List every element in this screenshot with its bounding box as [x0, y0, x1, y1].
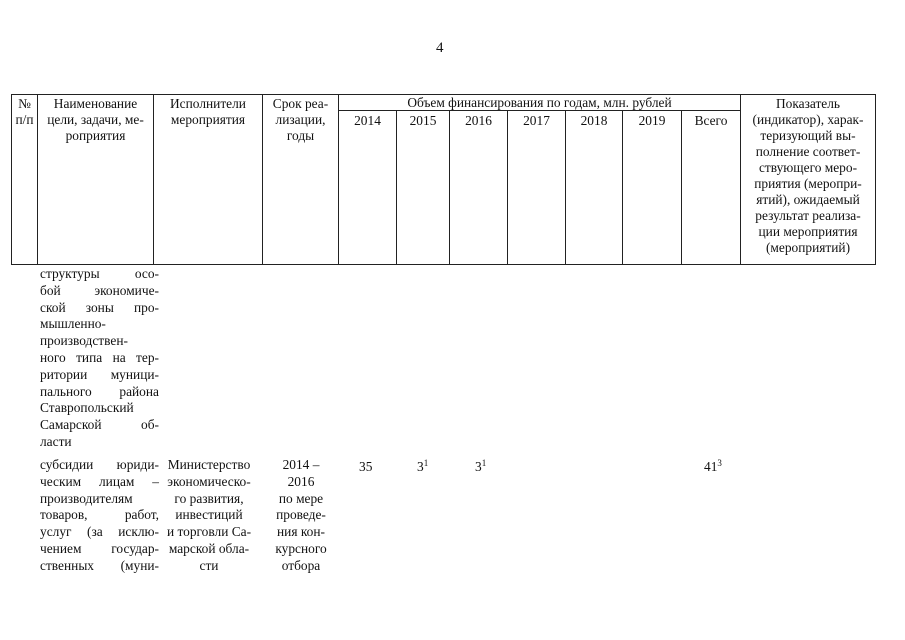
header-col-indicator: Показатель (индикатор), харак- теризующий вы- полнение соответ- ствующего меро- приятия (меропри- ятий), ожидаемый результат реализа- ции мероприятия (мероприятий): [752, 96, 864, 255]
grid-line: [565, 110, 566, 265]
row-term: 2014 – 2016 по мере проведе- ния кон- курсного отбора: [275, 457, 327, 573]
header-funding-title: Объем финансирования по годам, млн. рублей: [407, 95, 672, 110]
value-2015: $3^1$: [417, 458, 429, 474]
header-col-executors: Исполнители мероприятия: [170, 96, 246, 127]
footnote-mark: 3: [717, 458, 722, 468]
footnote-mark: 1: [481, 458, 487, 468]
value-2016: $3^1$: [475, 458, 487, 474]
grid-line: [681, 110, 682, 265]
row-executors: Министерство экономическо- го развития, инвестиций и торговли Са- марской обла- сти: [166, 457, 252, 573]
header-year-2016: 2016: [465, 113, 492, 128]
grid-line: [338, 110, 740, 111]
header-year-2017: 2017: [523, 113, 550, 128]
header-year-2015: 2015: [409, 113, 437, 128]
header-col-number: № п/п: [15, 96, 34, 127]
header-col-name: Наименование цели, задачи, ме- роприятия: [47, 96, 144, 143]
header-year-2014: 2014: [354, 113, 381, 128]
header-col-term: Срок реа- лизации, годы: [272, 96, 329, 143]
grid-line: [396, 110, 397, 265]
value-2014: 35: [359, 459, 373, 474]
row-name: субсидии юриди- ческим лицам – производителям товаров, работ, услуг (за исклю- чением государ- ственных (муни-: [40, 457, 159, 573]
footnote-mark: 1: [423, 458, 429, 468]
grid-line: [622, 110, 623, 265]
header-year-2018: 2018: [580, 113, 608, 128]
value-total: $41^3$: [704, 458, 722, 474]
header-year-2019: 2019: [638, 113, 666, 128]
grid-line: [449, 110, 450, 265]
page-number: 4: [436, 40, 444, 56]
grid-line: [507, 110, 508, 265]
header-total: Всего: [694, 113, 728, 128]
continuation-text: структуры осо- бой экономиче- ской зоны про- мышленно- производствен- ного типа на тер- ритории муници- пального района Ставропольский Самарской об- ласти: [40, 266, 159, 449]
